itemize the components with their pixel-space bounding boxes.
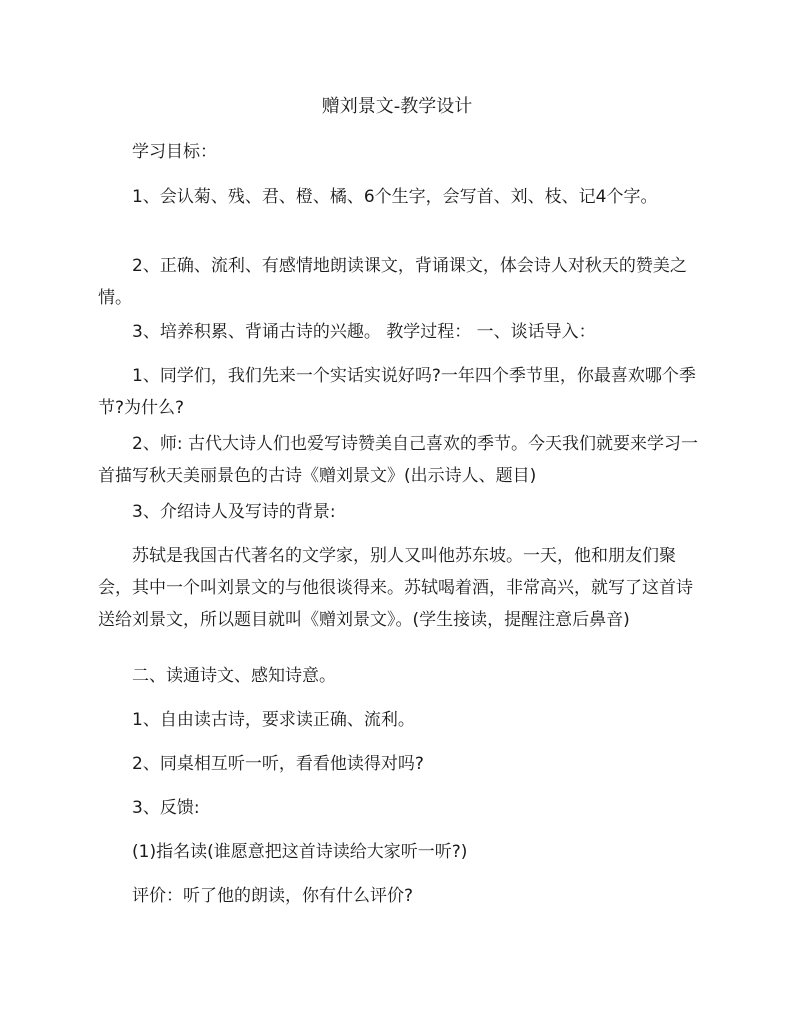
paragraph-feedback: 3、反馈:	[132, 798, 200, 818]
paragraph-read-2: 2、同桌相互听一听，看看他读得对吗?	[132, 754, 424, 774]
paragraph-goal-1: 1、会认菊、残、君、橙、橘、6个生字，会写首、刘、枝、记4个字。	[132, 187, 658, 207]
paragraph-goal-2: 2、正确、流利、有感情地朗读课文，背诵课文，体会诗人对秋天的赞美之情。	[98, 256, 687, 308]
paragraph-intro-2: 2、师: 古代大诗人们也爱写诗赞美自己喜欢的季节。今天我们就要来学习一首描写秋天美丽景色的古诗《赠刘景文》(出示诗人、题目)	[98, 434, 698, 486]
paragraph-intro-3: 3、介绍诗人及写诗的背景:	[132, 502, 336, 522]
document-title: 赠刘景文-教学设计	[321, 96, 473, 117]
paragraph-section-2: 二、读通诗文、感知诗意。	[132, 666, 336, 686]
paragraph-intro-1: 1、同学们，我们先来一个实话实说好吗?一年四个季节里，你最喜欢哪个季节?为什么?	[98, 366, 696, 418]
paragraph-feedback-1: (1)指名读(谁愿意把这首诗读给大家听一听?)	[132, 842, 468, 862]
paragraph-goal-3: 3、培养积累、背诵古诗的兴趣。 教学过程： 一、谈话导入：	[132, 322, 596, 342]
paragraph-read-1: 1、自由读古诗，要求读正确、流利。	[132, 710, 415, 730]
paragraph-background: 苏轼是我国古代著名的文学家，别人又叫他苏东坡。一天，他和朋友们聚会，其中一个叫刘景文的与他很谈得来。苏轼喝着酒，非常高兴，就写了这首诗送给刘景文，所以题目就叫《赠刘景文》。(学生接读，提醒注意后鼻音)	[98, 546, 693, 630]
paragraph-learning-goals: 学习目标：	[132, 142, 217, 162]
paragraph-evaluation: 评价：听了他的朗读，你有什么评价?	[132, 886, 414, 906]
